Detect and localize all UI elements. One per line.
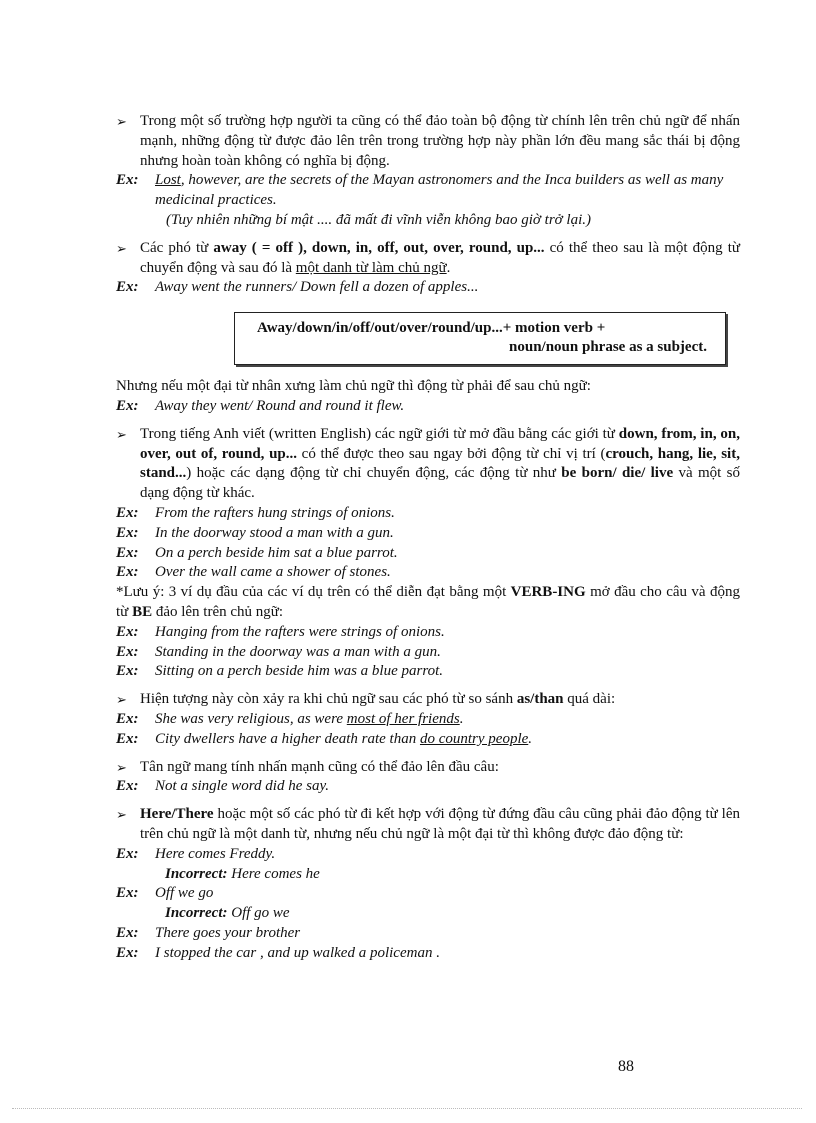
example-line	[116, 944, 740, 964]
example-text: I stopped the car , and up walked a policeman .	[155, 944, 440, 961]
example-line	[116, 171, 740, 211]
text-run: có thể được theo sau ngay bởi động từ chỉ vị trí (	[297, 445, 606, 462]
example-label: Ex:	[116, 544, 139, 561]
text-run: .	[528, 730, 533, 747]
bold-run: away ( = off ), down, in, off, out, over, round, up...	[213, 239, 545, 256]
example-text: Standing in the doorway was a man with a gun.	[155, 643, 441, 660]
example-line	[116, 643, 740, 663]
incorrect-example	[116, 865, 740, 885]
example-label: Ex:	[116, 663, 139, 680]
incorrect-label: Incorrect:	[165, 865, 228, 882]
text-run: Trong tiếng Anh viết (written English) các ngữ giới từ mở đầu bằng các giới từ	[140, 425, 619, 442]
formula-box	[234, 312, 726, 365]
example-text: Not a single word did he say.	[155, 778, 330, 795]
example-text: There goes your brother	[155, 924, 301, 941]
example-label: Ex:	[116, 730, 139, 747]
text-run: ) hoặc các dạng động từ chỉ chuyển động, các động từ như	[186, 465, 562, 482]
underlined-run: most of her friends	[346, 710, 460, 727]
paragraph-text	[140, 239, 740, 279]
arrow-bullet-icon: ➢	[116, 114, 127, 129]
translation-note: (Tuy nhiên những bí mật .... đã mất đi vĩnh viễn không bao giờ trở lại.)	[166, 211, 591, 228]
text-run: .	[446, 259, 451, 276]
example-line	[116, 623, 740, 643]
underlined-run: một danh từ làm chủ ngữ	[295, 259, 447, 276]
bold-run: be born/ die/ live	[561, 465, 674, 482]
paragraph-written-english	[116, 425, 740, 504]
example-rest: , however, are the secrets of the Mayan astronomers and the Inca builders as well as many medicinal practices.	[155, 172, 724, 209]
example-text: On a perch beside him sat a blue parrot.	[155, 544, 398, 561]
example-line	[116, 662, 740, 682]
example-line	[116, 504, 740, 524]
text-run: và một số dạng động từ khác.	[140, 465, 740, 502]
paragraph-pronoun-subject: Nhưng nếu một đại từ nhân xưng làm chủ ngữ thì động từ phải để sau chủ ngữ:	[116, 378, 591, 395]
example-line	[116, 544, 740, 564]
example-label: Ex:	[116, 924, 139, 941]
example-label: Ex:	[116, 564, 139, 581]
example-text: Hanging from the rafters were strings of onions.	[155, 623, 445, 640]
example-text: Off we go	[155, 885, 214, 902]
example-label: Ex:	[116, 397, 139, 414]
arrow-bullet-icon: ➢	[116, 807, 127, 823]
arrow-bullet-icon: ➢	[116, 759, 127, 775]
bold-run: BE	[132, 603, 153, 620]
bold-run: down, from, in, on, over, out of, round, up...	[140, 425, 740, 462]
incorrect-label: Incorrect:	[165, 905, 228, 922]
example-line	[116, 777, 740, 797]
arrow-bullet-icon: ➢	[116, 426, 127, 442]
text-run: Hiện tượng này còn xảy ra khi chủ ngữ sau các phó từ so sánh	[140, 691, 517, 708]
text-run: mở đầu cho câu và động từ	[116, 584, 740, 620]
text-run: hoặc một số các phó từ đi kết hợp với động từ đứng đầu câu cũng phải đảo động từ lên trên chủ ngữ là một danh từ, nhưng nếu chủ ngữ là một đại từ thì không được đảo động từ:	[140, 806, 740, 842]
bold-run: VERB-ING	[510, 584, 586, 601]
paragraph-object-emphasis	[116, 758, 740, 778]
text-run: City dwellers have a higher death rate than	[155, 730, 420, 747]
formula-line-2: noun/noun phrase as a subject.	[509, 339, 707, 356]
example-label: Ex:	[116, 944, 139, 961]
incorrect-example	[116, 904, 740, 924]
paragraph-adverbs	[116, 239, 740, 279]
example-text: From the rafters hung strings of onions.	[155, 504, 395, 521]
arrow-bullet-icon: ➢	[116, 240, 127, 256]
example-text: Over the wall came a shower of stones.	[155, 564, 391, 581]
paragraph-text: Trong một số trường hợp người ta cũng có thể đảo toàn bộ động từ chính lên trên chủ ngữ để nhấn mạnh, những động từ được đảo lên trên trong trường hợp này phần lớn đều mang sắc thái bị động nhưng hoàn toàn không có nghĩa bị động.	[140, 113, 740, 169]
example-line	[116, 563, 740, 583]
formula-line-1: Away/down/in/off/out/over/round/up...+ motion verb +	[257, 320, 606, 337]
example-text: Sitting on a perch beside him was a blue parrot.	[155, 663, 444, 680]
paragraph-text	[140, 425, 740, 504]
example-text: Away they went/ Round and round it flew.	[155, 397, 405, 414]
page-number: 88	[618, 1058, 634, 1075]
text-run: đảo lên trên chủ ngữ:	[152, 603, 284, 620]
example-label: Ex:	[116, 524, 139, 541]
paragraph-here-there	[116, 805, 740, 845]
text-run: .	[459, 710, 464, 727]
bold-run: Here/There	[140, 806, 214, 823]
example-label: Ex:	[116, 778, 139, 795]
example-text: In the doorway stood a man with a gun.	[155, 524, 394, 541]
underlined-run: do country people	[419, 730, 529, 747]
document-body	[116, 112, 740, 963]
example-text	[155, 710, 740, 730]
example-line	[116, 710, 740, 730]
example-line	[116, 924, 740, 944]
example-label: Ex:	[116, 845, 139, 862]
text-run: *Lưu ý: 3 ví dụ đầu của các ví dụ trên có thể diễn đạt bằng một	[116, 584, 511, 601]
example-line	[116, 730, 740, 750]
text-run: có thể theo sau là một động từ chuyển động và sau đó là	[140, 239, 740, 276]
arrow-bullet-icon: ➢	[116, 692, 127, 708]
paragraph-text	[140, 690, 740, 710]
incorrect-text: Off go we	[227, 905, 290, 922]
paragraph-as-than	[116, 690, 740, 710]
example-line	[116, 884, 740, 904]
example-line	[116, 845, 740, 865]
example-line	[116, 397, 740, 417]
paragraph-text	[140, 805, 740, 845]
example-line	[116, 524, 740, 544]
example-text: Away went the runners/ Down fell a dozen of apples...	[155, 279, 479, 296]
example-label: Ex:	[116, 710, 139, 727]
example-text	[155, 171, 740, 211]
note-paragraph	[116, 583, 740, 623]
paragraph-text: Tân ngữ mang tính nhấn mạnh cũng có thể đảo lên đầu câu:	[140, 758, 499, 775]
bold-run: as/than	[516, 691, 564, 708]
text-run: quá dài:	[563, 691, 616, 708]
example-label: Ex:	[116, 172, 139, 189]
underlined-word: Lost	[155, 172, 181, 189]
example-label: Ex:	[116, 885, 139, 902]
bold-run: crouch, hang, lie, sit, stand...	[140, 445, 740, 482]
example-label: Ex:	[116, 643, 139, 660]
example-text: Here comes Freddy.	[155, 845, 276, 862]
example-line	[116, 278, 740, 298]
incorrect-text: Here comes he	[227, 865, 320, 882]
example-label: Ex:	[116, 279, 139, 296]
text-run: She was very religious, as were	[155, 710, 347, 727]
text-run: Các phó từ	[140, 239, 214, 256]
example-text	[155, 730, 740, 750]
example-label: Ex:	[116, 504, 139, 521]
example-label: Ex:	[116, 623, 139, 640]
paragraph-full-inversion	[116, 112, 740, 171]
